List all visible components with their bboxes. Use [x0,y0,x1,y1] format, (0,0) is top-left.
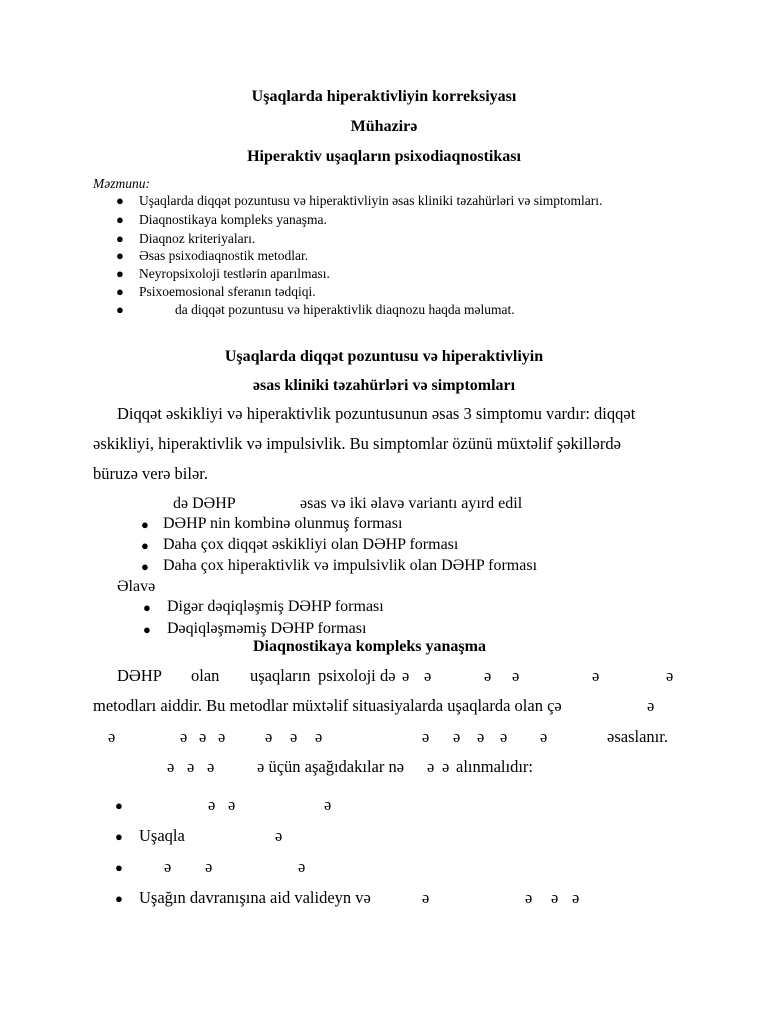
fragment-glyph: ə [666,666,674,685]
lecture-title: Hiperaktiv uşaqların psixodiaqnostikası [247,148,521,165]
bullet-icon: ● [115,891,123,906]
fragment-glyph: ə [427,757,435,776]
paragraph-word: olan [191,666,220,685]
section-heading: Uşaqlarda diqqət pozuntusu və hiperaktivliyin [224,348,544,365]
fragment-glyph: ə [402,666,410,685]
paragraph-word: DƏHP [117,666,162,685]
paragraph-line: metodları aiddir. Bu metodlar müxtəlif situasiyalarda uşaqlarda olan çə [93,696,562,715]
fragment-glyph: ə [218,727,226,746]
bullet-icon: ● [115,829,123,844]
bullet-icon: ● [141,559,149,574]
list-item: Uşağın davranışına aid valideyn və [139,888,371,907]
contents-item: Diaqnostikaya kompleks yanaşma. [139,212,327,227]
list-item: Uşaqla [139,826,185,845]
fragment-glyph: ə [647,696,655,715]
bullet-icon: ● [143,600,151,615]
fragment-glyph: ə [298,857,306,876]
section-heading: Diaqnostikaya kompleks yanaşma [253,638,486,655]
contents-item: da diqqət pozuntusu və hiperaktivlik diaqnozu haqda məlumat. [175,302,515,317]
fragment-glyph: ə [187,757,195,776]
fragment-glyph: ə [324,795,332,814]
fragment-glyph: ə [208,795,216,814]
fragment-glyph: ə [205,857,213,876]
fragment-glyph: ə [540,727,548,746]
extra-label: Əlavə [117,578,156,595]
bullet-icon: ● [116,193,124,208]
fragment-glyph: ə [512,666,520,685]
fragment-glyph: ə [315,727,323,746]
paragraph-line: Diqqət əskikliyi və hiperaktivlik pozuntusunun əsas 3 simptomu vardır: diqqət [117,404,636,423]
paragraph-word: də [380,666,396,685]
bullet-icon: ● [115,798,123,813]
bullet-icon: ● [116,302,124,317]
fragment-glyph: ə [525,888,533,907]
bullet-icon: ● [116,248,124,263]
document-subtitle: Mühazirə [350,118,418,135]
fragment-glyph: ə [167,757,175,776]
fragment-glyph: ə [551,888,559,907]
fragment-glyph: ə [228,795,236,814]
paragraph-word: ə üçün aşağıdakılar nə [257,757,405,776]
fragment-glyph: ə [422,888,430,907]
form-item: DƏHP nin kombinə olunmuş forması [163,515,403,532]
fragment-glyph: ə [453,727,461,746]
contents-item: Uşaqlarda diqqət pozuntusu və hiperaktivliyin əsas kliniki təzahürləri və simptomları. [139,193,603,208]
contents-item: Diaqnoz kriteriyaları. [139,231,256,246]
bullet-icon: ● [116,212,124,227]
fragment-glyph: ə [592,666,600,685]
paragraph-word: psixoloji [318,666,376,685]
fragment-glyph: ə [572,888,580,907]
fragment-glyph: ə [442,757,450,776]
contents-label: Məzmunu: [93,176,150,191]
fragment-glyph: ə [422,727,430,746]
paragraph-line: əskikliyi, hiperaktivlik və impulsivlik. Bu simptomlar özünü müxtəlif şəkillərdə [93,434,621,453]
fragment-glyph: ə [500,727,508,746]
fragment-glyph: ə [424,666,432,685]
variants-text: əsas və iki əlavə variantı ayırd edil [300,495,523,512]
fragment-glyph: ə [108,727,116,746]
paragraph-word: uşaqların [250,666,311,685]
variants-text: də DƏHP [173,495,236,512]
bullet-icon: ● [143,622,151,637]
document-title: Uşaqlarda hiperaktivliyin korreksiyası [251,88,517,105]
paragraph-word: əsaslanır. [607,727,668,746]
fragment-glyph: ə [265,727,273,746]
paragraph-word: alınmalıdır: [456,757,533,776]
fragment-glyph: ə [477,727,485,746]
form-item: Daha çox diqqət əskikliyi olan DƏHP forması [163,536,459,553]
bullet-icon: ● [116,284,124,299]
bullet-icon: ● [116,231,124,246]
section-heading: əsas kliniki təzahürləri və simptomları [252,377,516,394]
contents-item: Əsas psixodiaqnostik metodlar. [139,248,309,263]
contents-item: Neyropsixoloji testlərin aparılması. [139,266,330,281]
bullet-icon: ● [141,538,149,553]
fragment-glyph: ə [164,857,172,876]
fragment-glyph: ə [180,727,188,746]
bullet-icon: ● [115,860,123,875]
fragment-glyph: ə [199,727,207,746]
contents-item: Psixoemosional sferanın tədqiqi. [139,284,316,299]
fragment-glyph: ə [484,666,492,685]
fragment-glyph: ə [275,826,283,845]
bullet-icon: ● [141,517,149,532]
form-item: Dəqiqləşməmiş DƏHP forması [167,620,367,637]
bullet-icon: ● [116,266,124,281]
form-item: Daha çox hiperaktivlik və impulsivlik olan DƏHP forması [163,557,538,574]
fragment-glyph: ə [290,727,298,746]
paragraph-line: büruzə verə bilər. [93,464,208,483]
form-item: Digər dəqiqləşmiş DƏHP forması [167,598,384,615]
fragment-glyph: ə [207,757,215,776]
